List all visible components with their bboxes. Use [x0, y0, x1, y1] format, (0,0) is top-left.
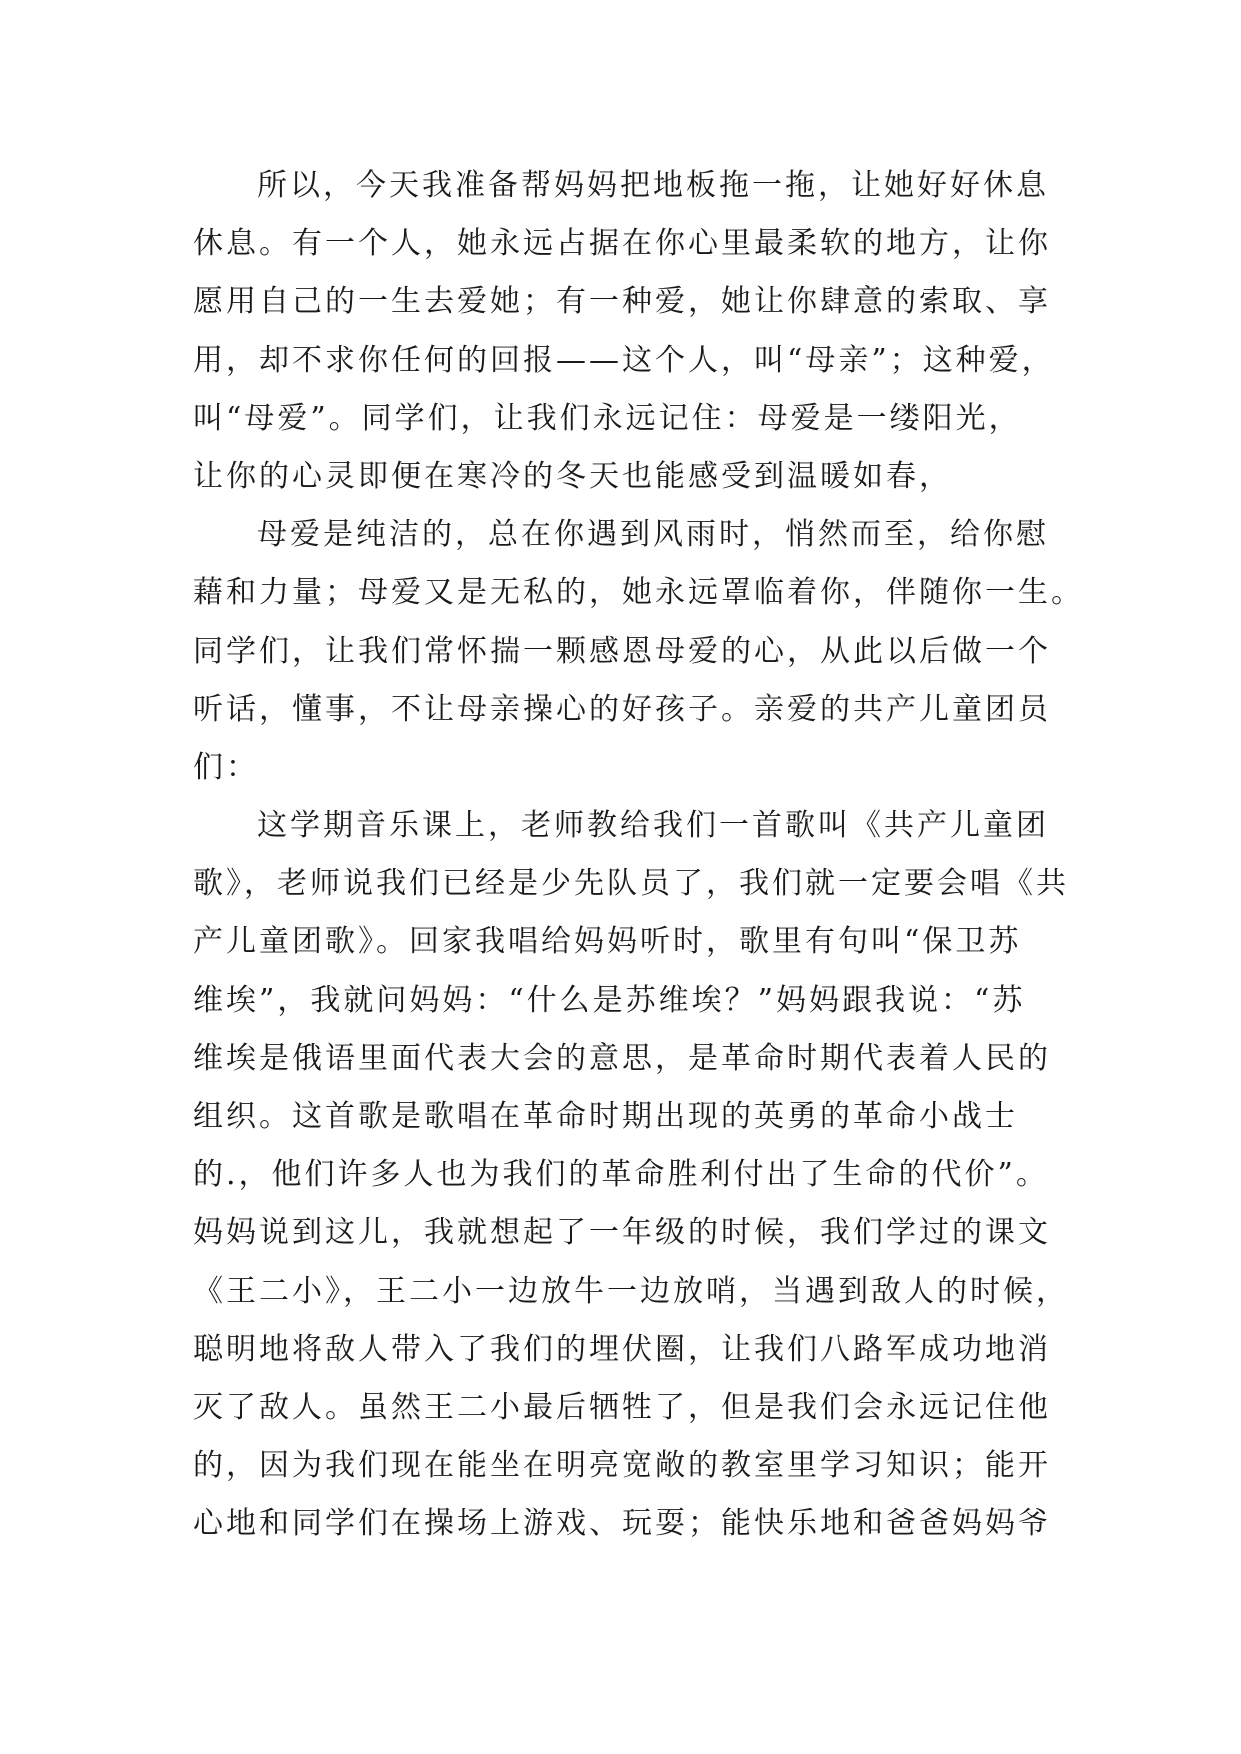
text-line: 叫“母爱”。同学们，让我们永远记住：母爱是一缕阳光， — [193, 400, 1022, 436]
text-line: 休息。有一个人，她永远占据在你心里最柔软的地方，让你 — [193, 226, 1051, 262]
text-line: 的，因为我们现在能坐在明亮宽敞的教室里学习知识；能开 — [193, 1448, 1051, 1484]
text-line: 聪明地将敌人带入了我们的埋伏圈，让我们八路军成功地消 — [193, 1331, 1051, 1367]
text-line: 维埃”，我就问妈妈：“什么是苏维埃？”妈妈跟我说：“苏 — [193, 982, 1026, 1018]
text-line: 维埃是俄语里面代表大会的意思，是革命时期代表着人民的 — [193, 1040, 1051, 1076]
text-line: 心地和同学们在操场上游戏、玩耍；能快乐地和爸爸妈妈爷 — [193, 1506, 1051, 1542]
text-line: 妈妈说到这儿，我就想起了一年级的时候，我们学过的课文 — [193, 1215, 1051, 1251]
text-line: 的.，他们许多人也为我们的革命胜利付出了生命的代价”。 — [193, 1157, 1049, 1193]
text-line: 用，却不求你任何的回报——这个人，叫“母亲”；这种爱， — [193, 342, 1055, 378]
text-line: 所以，今天我准备帮妈妈把地板拖一拖，让她好好休息 — [257, 168, 1049, 203]
text-line: 听话，懂事，不让母亲操心的好孩子。亲爱的共产儿童团员 — [193, 691, 1051, 727]
text-line: 让你的心灵即便在寒冷的冬天也能感受到温暖如春， — [193, 458, 952, 494]
text-line: 这学期音乐课上，老师教给我们一首歌叫《共产儿童团 — [257, 808, 1049, 844]
text-line: 母爱是纯洁的，总在你遇到风雨时，悄然而至，给你慰 — [257, 517, 1049, 553]
text-line: 歌》，老师说我们已经是少先队员了，我们就一定要会唱《共 — [193, 866, 1069, 902]
text-line: 组织。这首歌是歌唱在革命时期出现的英勇的革命小战士 — [193, 1099, 1018, 1134]
text-line: 愿用自己的一生去爱她；有一种爱，她让你肆意的索取、享 — [193, 284, 1051, 320]
text-line: 《王二小》，王二小一边放牛一边放哨，当遇到敌人的时候， — [193, 1273, 1069, 1309]
document-body — [193, 157, 1084, 1554]
text-line: 藉和力量；母爱又是无私的，她永远罩临着你，伴随你一生。 — [193, 575, 1084, 611]
text-line: 同学们，让我们常怀揣一颗感恩母爱的心，从此以后做一个 — [193, 633, 1051, 669]
text-line: 们： — [193, 749, 259, 785]
text-line: 产儿童团歌》。回家我唱给妈妈听时，歌里有句叫“保卫苏 — [193, 924, 1022, 960]
text-line: 灭了敌人。虽然王二小最后牺牲了，但是我们会永远记住他 — [193, 1389, 1051, 1425]
